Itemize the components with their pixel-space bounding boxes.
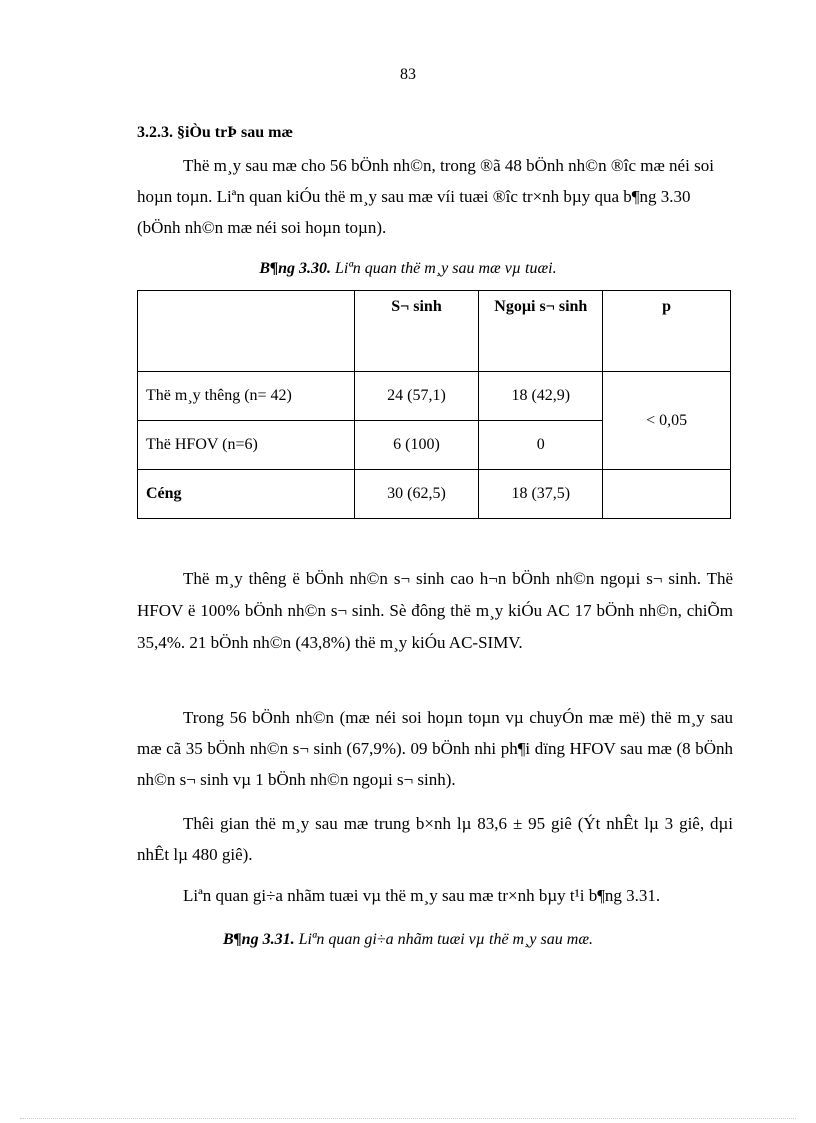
table-caption-label: B¶ng 3.30. bbox=[259, 260, 331, 277]
header-so-sinh: S¬ sinh bbox=[354, 291, 479, 372]
cell-empty bbox=[603, 470, 731, 519]
table-caption-label: B¶ng 3.31. bbox=[223, 931, 295, 948]
table-3-30 bbox=[137, 290, 731, 519]
cell-so-sinh: 24 (57,1) bbox=[354, 372, 479, 421]
paragraph-hfov: Trong 56 bÖnh nh©n (mæ néi soi hoµn toµn vµ chuyÓn mæ më) thë m¸y sau mæ cã 35 bÖnh nh©n s¬ sinh (67,9%). 09 bÖnh nhi ph¶i dïng HFOV sau mæ (8 bÖnh nh©n s¬ sinh vµ 1 bÖnh nh©n ngoµi s¬ sinh). bbox=[137, 708, 733, 789]
cell-so-sinh: 6 (100) bbox=[354, 421, 479, 470]
row-label-total: Céng bbox=[138, 470, 355, 519]
row-label: Thë HFOV (n=6) bbox=[138, 421, 355, 470]
header-empty bbox=[138, 291, 355, 372]
table-caption-3-31 bbox=[0, 931, 816, 949]
table-row bbox=[138, 372, 731, 421]
page-number: 83 bbox=[400, 66, 416, 83]
section-heading: 3.2.3. §iÒu trÞ sau mæ bbox=[137, 124, 293, 141]
paragraph-intro: Thë m¸y sau mæ cho 56 bÖnh nh©n, trong ®ã 48 bÖnh nh©n ®îc mæ néi soi hoµn toµn. Liªn quan kiÓu thë m¸y sau mæ víi tuæi ®îc tr×nh bµy qua b¶ng 3.30 (bÖnh nh©n mæ néi soi hoµn toµn). bbox=[137, 156, 714, 237]
table-row-total bbox=[138, 470, 731, 519]
paragraph-reference: Liªn quan gi÷a nhãm tuæi vµ thë m¸y sau mæ tr×nh bµy t¹i b¶ng 3.31. bbox=[183, 886, 661, 905]
table-caption-text: Liªn quan gi÷a nhãm tuæi vµ thë m¸y sau mæ. bbox=[298, 931, 593, 948]
cell-ngoai: 18 (42,9) bbox=[479, 372, 603, 421]
cell-so-sinh: 30 (62,5) bbox=[354, 470, 479, 519]
table-caption-3-30 bbox=[0, 260, 816, 278]
header-p: p bbox=[603, 291, 731, 372]
bottom-divider bbox=[20, 1118, 796, 1119]
paragraph-ventilation-types: Thë m¸y thêng ë bÖnh nh©n s¬ sinh cao h¬n bÖnh nh©n ngoµi s¬ sinh. Thë HFOV ë 100% bÖnh nh©n s¬ sinh. Sè đông thë m¸y kiÓu AC 17 bÖnh nh©n, chiÕm 35,4%. 21 bÖnh nh©n (43,8%) thë m¸y kiÓu AC-SIMV. bbox=[137, 569, 733, 652]
row-label: Thë m¸y thêng (n= 42) bbox=[138, 372, 355, 421]
table-header-row bbox=[138, 291, 731, 372]
header-ngoai-so-sinh: Ngoµi s¬ sinh bbox=[479, 291, 603, 372]
paragraph-duration: Thêi gian thë m¸y sau mæ trung b×nh lµ 83,6 ± 95 giê (Ýt nhÊt lµ 3 giê, dµi nhÊt lµ 480 giê). bbox=[137, 814, 733, 864]
table-caption-text: Liªn quan thë m¸y sau mæ vµ tuæi. bbox=[334, 260, 557, 277]
cell-p-value: < 0,05 bbox=[603, 372, 731, 470]
cell-ngoai: 0 bbox=[479, 421, 603, 470]
cell-ngoai: 18 (37,5) bbox=[479, 470, 603, 519]
